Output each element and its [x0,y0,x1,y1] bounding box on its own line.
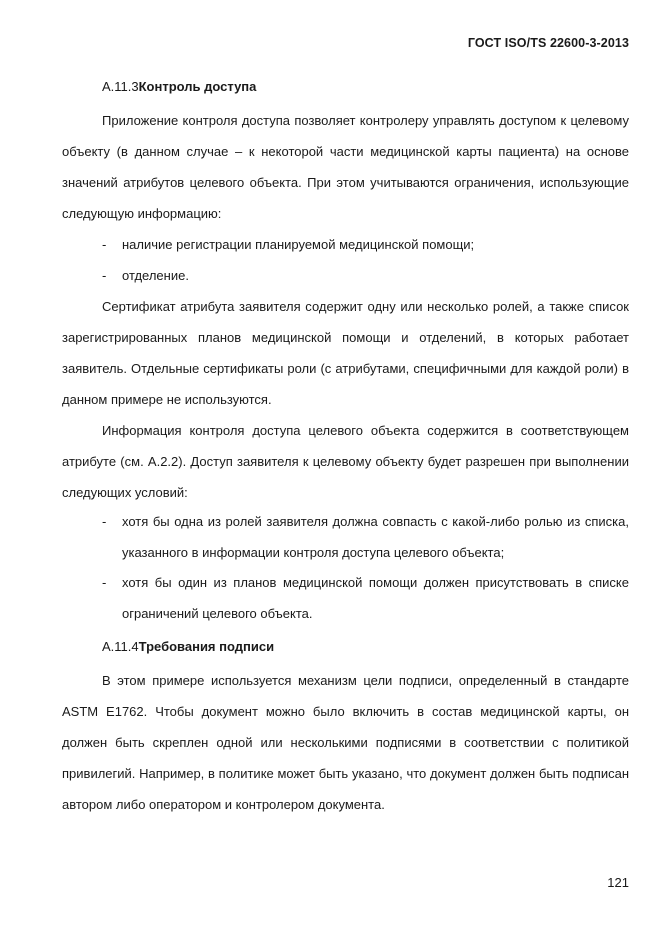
list-item-text: хотя бы один из планов медицинской помощи должен присутствовать в списке ограничений целевого объекта. [122,575,629,621]
paragraph-attribute-certificate: Сертификат атрибута заявителя содержит одну или несколько ролей, а также список зарегистрированных планов медицинской помощи и отделений, в которых работает заявитель. Отдельные сертификаты роли (с атрибутами, специфичными для каждой роли) в данном примере не используются. [62,299,629,407]
list-item-text: хотя бы одна из ролей заявителя должна совпасть с какой-либо ролью из списка, указанного в информации контроля доступа целевого объекта; [122,514,629,560]
paragraph-target-access-info: Информация контроля доступа целевого объекта содержится в соответствующем атрибуте (см. А.2.2). Доступ заявителя к целевому объекту будет разрешен при выполнении следующих условий: [62,423,629,500]
section-title: Требования подписи [138,639,275,654]
list-item [102,567,629,629]
list-item [102,260,629,291]
document-id-header: ГОСТ ISO/TS 22600-3-2013 [467,36,629,50]
bullet-dash: - [102,237,107,252]
list-item-text: отделение. [122,268,189,283]
section-number: А.11.4 [102,639,139,654]
bullet-dash: - [102,575,107,590]
section-number: А.11.3 [102,79,139,94]
page-number: 121 [607,875,629,890]
list-item [102,506,629,568]
list-item-text: наличие регистрации планируемой медицинской помощи; [122,237,475,252]
bullet-dash: - [102,268,107,283]
paragraph-access-control-intro: Приложение контроля доступа позволяет контролеру управлять доступом к целевому объекту (в данном случае – к некоторой части медицинской карты пациента) на основе значений атрибутов целевого объекта. При этом учитываются ограничения, использующие следующую информацию: [62,113,629,221]
paragraph-signature-requirements: В этом примере используется механизм цели подписи, определенный в стандарте ASTM E1762. Чтобы документ можно было включить в состав медицинской карты, он должен быть скреплен одной или несколькими подписями в соответствии с политикой привилегий. Например, в политике может быть указано, что документ должен быть подписан автором либо оператором и контролером документа. [62,673,629,812]
section-heading-a11-4 [102,639,274,654]
list-item [102,229,629,260]
bullet-dash: - [102,514,107,529]
section-heading-a11-3 [102,79,256,94]
section-title: Контроль доступа [138,79,257,94]
